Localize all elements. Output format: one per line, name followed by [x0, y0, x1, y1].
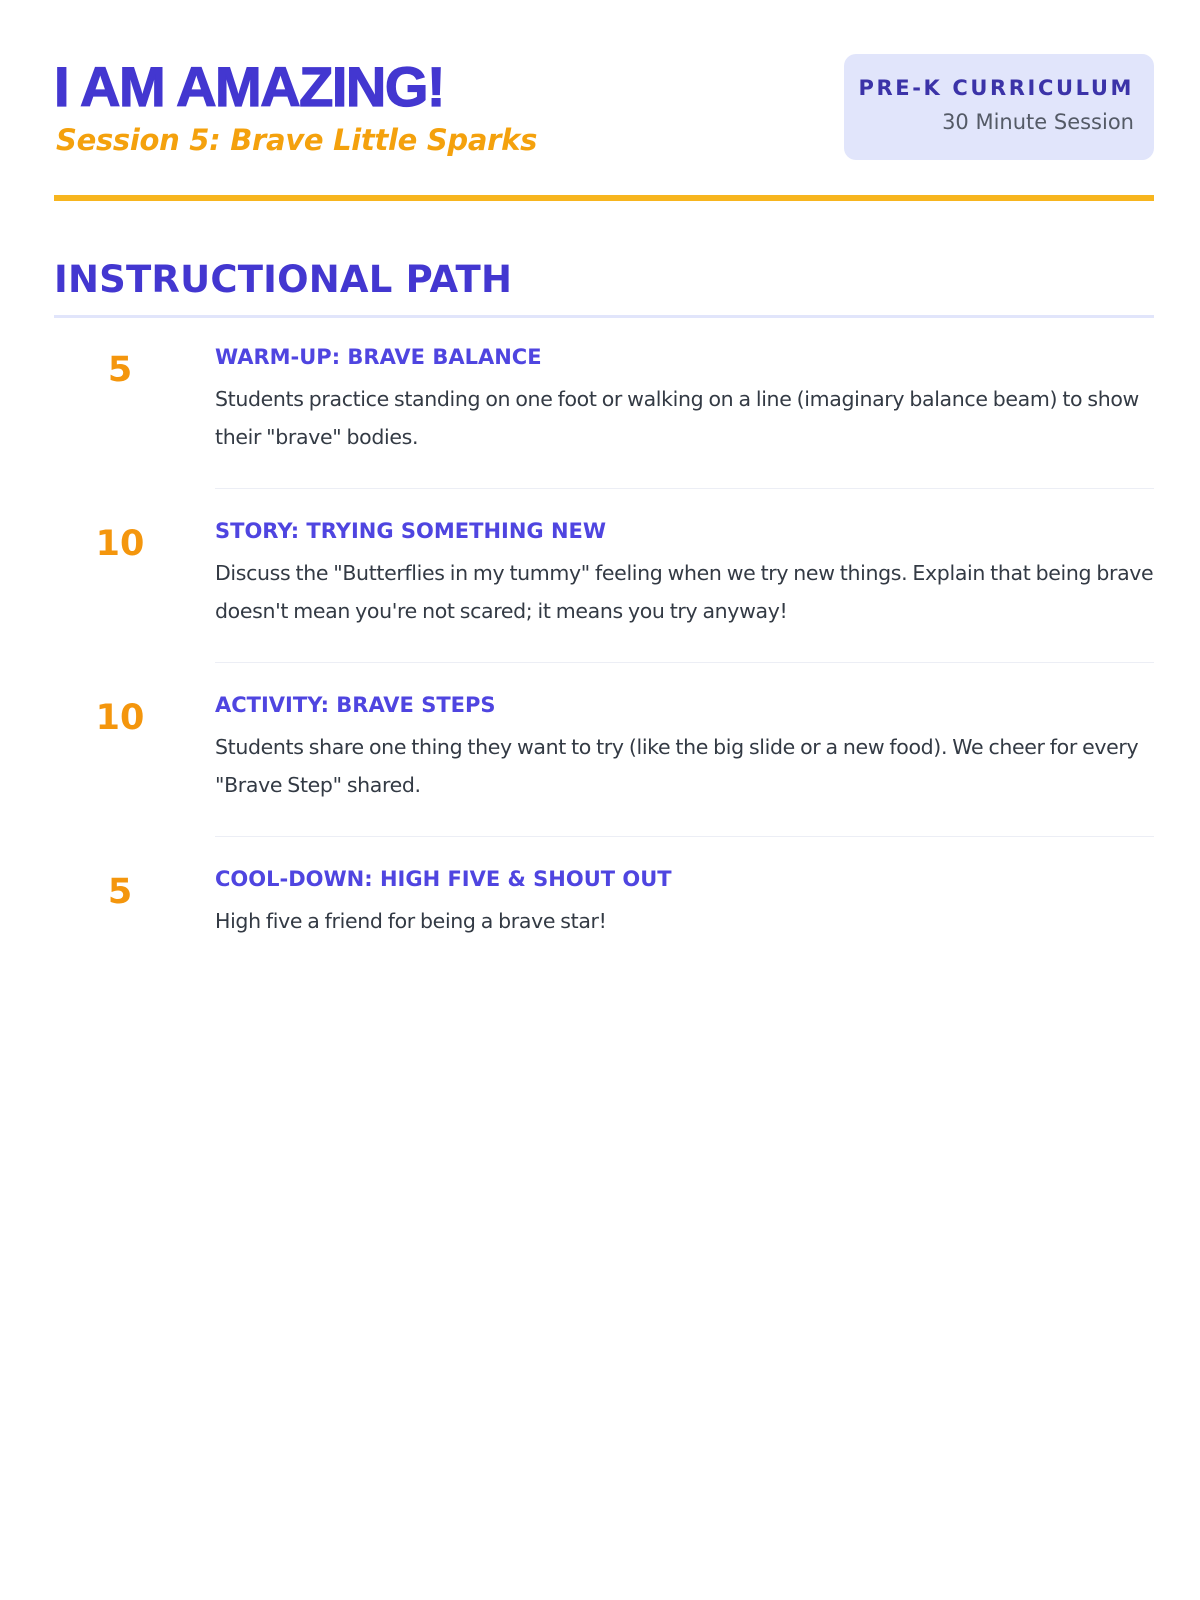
step-description: Students practice standing on one foot or walking on a line (imaginary balance beam) to show their "brave" bodies.: [215, 387, 1139, 449]
step-minutes: 5: [107, 350, 133, 390]
step-minutes: 10: [95, 524, 145, 564]
step-divider: [215, 836, 1154, 837]
step-divider: [215, 488, 1154, 489]
step-title: ACTIVITY: BRAVE STEPS: [215, 693, 496, 717]
step-minutes: 5: [107, 872, 133, 912]
step-minutes: 10: [95, 698, 145, 738]
section-divider: [54, 315, 1154, 318]
page-header: [54, 54, 1154, 194]
session-subtitle: Session 5: Brave Little Sparks: [56, 123, 538, 157]
lesson-page: [54, 0, 1154, 1600]
step-item: [54, 864, 1154, 972]
step-body: [215, 342, 1154, 488]
curriculum-badge: [844, 54, 1154, 160]
step-body: [215, 864, 1154, 972]
step-description: Discuss the "Butterflies in my tummy" feeling when we try new things. Explain that being brave doesn't mean you're not scared; it means you try anyway!: [215, 561, 1154, 623]
step-item: [54, 690, 1154, 836]
badge-label: PRE-K CURRICULUM: [858, 76, 1134, 100]
step-title: STORY: TRYING SOMETHING NEW: [215, 519, 607, 543]
step-item: [54, 342, 1154, 488]
step-item: [54, 516, 1154, 662]
step-description: Students share one thing they want to try (like the big slide or a new food). We cheer for every "Brave Step" shared.: [215, 735, 1139, 797]
step-divider: [215, 662, 1154, 663]
step-body: [215, 690, 1154, 836]
page-title: I AM AMAZING!: [54, 55, 445, 118]
section-title: INSTRUCTIONAL PATH: [54, 258, 513, 301]
step-body: [215, 516, 1154, 662]
step-title: COOL-DOWN: HIGH FIVE & SHOUT OUT: [215, 867, 672, 891]
header-divider: [54, 195, 1154, 201]
instruction-steps: [54, 342, 1154, 972]
badge-duration: 30 Minute Session: [942, 110, 1134, 134]
step-title: WARM-UP: BRAVE BALANCE: [215, 345, 542, 369]
step-description: High five a friend for being a brave star!: [215, 909, 607, 933]
